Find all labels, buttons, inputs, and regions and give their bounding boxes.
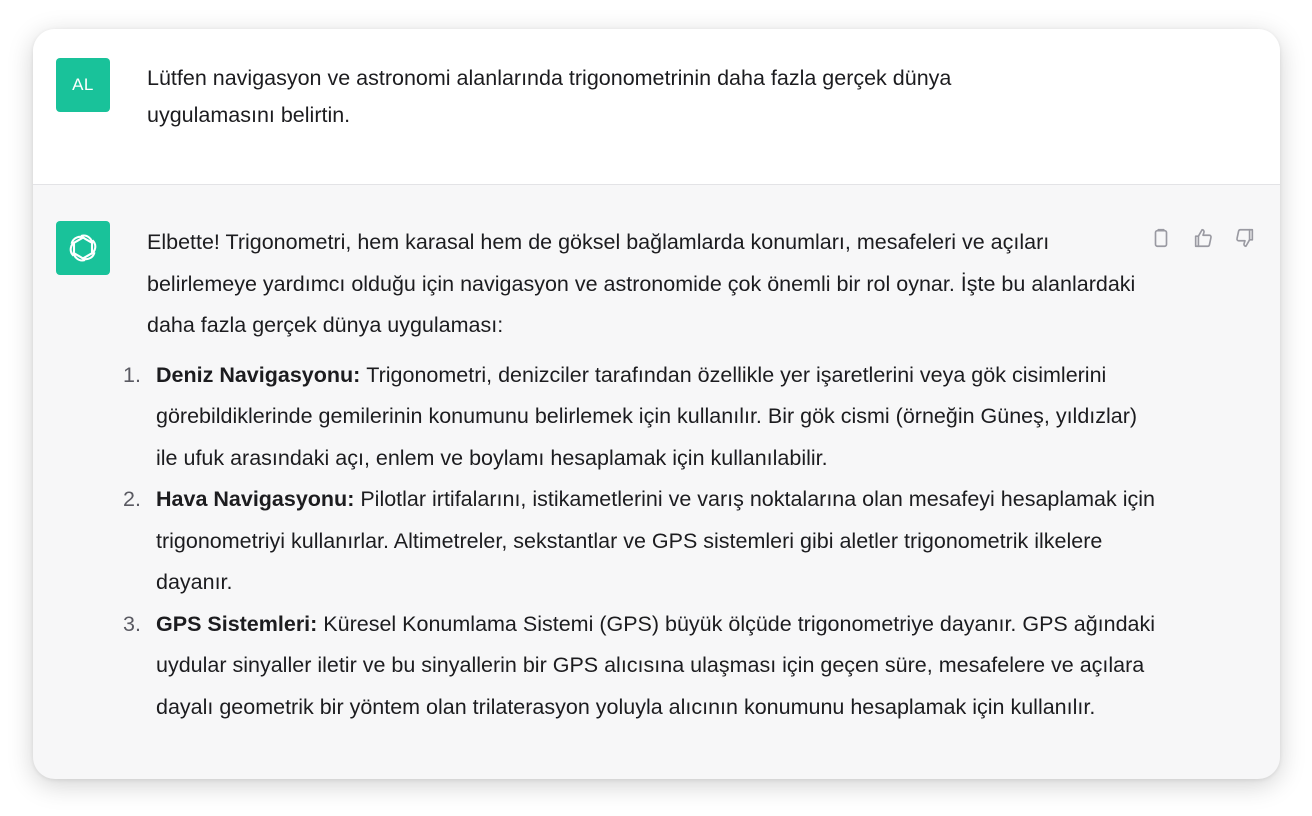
user-message-text: Lütfen navigasyon ve astronomi alanlarında trigonometrinin daha fazla gerçek dünya uygulamasını belirtin. [147,66,952,127]
assistant-message [33,185,1280,779]
list-item-body: Pilotlar irtifalarını, istikametlerini ve varış noktalarına olan mesafeyi hesaplamak için trigonometriyi kullanırlar. Altimetreler, sekstantlar ve GPS sistemleri gibi aletler trigonometrik ilkelere dayanır. [156,487,1155,594]
list-number: 1. [123,362,141,387]
user-message [33,29,1280,185]
list-item-title: Hava Navigasyonu: [156,487,361,511]
assistant-answer [123,222,1157,728]
list-item-body: Küresel Konumlama Sistemi (GPS) büyük ölçüde trigonometriye dayanır. GPS ağındaki uydular sinyaller iletir ve bu sinyallerin bir GPS alıcısına ulaşması için geçen süre, mesafelere ve açılara dayalı geometrik bir yöntem olan trilaterasyon yoluyla alıcının konumunu hesaplamak için kullanılır. [156,611,1156,719]
answer-list [123,355,1157,729]
message-actions [1148,225,1258,251]
list-item-title: GPS Sistemleri: [156,611,324,636]
thumbs-up-icon[interactable] [1190,225,1216,251]
list-item [123,355,1157,480]
user-avatar: AL [56,58,110,112]
chat-card [33,29,1280,779]
list-number: 2. [123,487,141,511]
answer-intro: Elbette! Trigonometri, hem karasal hem de göksel bağlamlarda konumları, mesafeleri ve açıları belirlemeye yardımcı olduğu için navigasyon ve astronomide çok önemli bir rol oynar. İşte bu alanlardaki daha fazla gerçek dünya uygulaması: [147,230,1136,337]
list-number: 3. [123,611,141,636]
list-item-title: Deniz Navigasyonu: [156,362,367,387]
list-item [123,604,1157,729]
thumbs-down-icon[interactable] [1232,225,1258,251]
list-item-body: Trigonometri, denizciler tarafından özellikle yer işaretlerini veya gök cisimlerini görebildiklerinde gemilerinin konumunu belirlemek için kullanılır. Bir gök cismi (örneğin Güneş, yıldızlar) ile ufuk arasındaki açı, enlem ve boylamı hesaplamak için kullanılabilir. [156,362,1138,470]
openai-logo-icon [56,221,110,275]
list-item [123,479,1157,604]
